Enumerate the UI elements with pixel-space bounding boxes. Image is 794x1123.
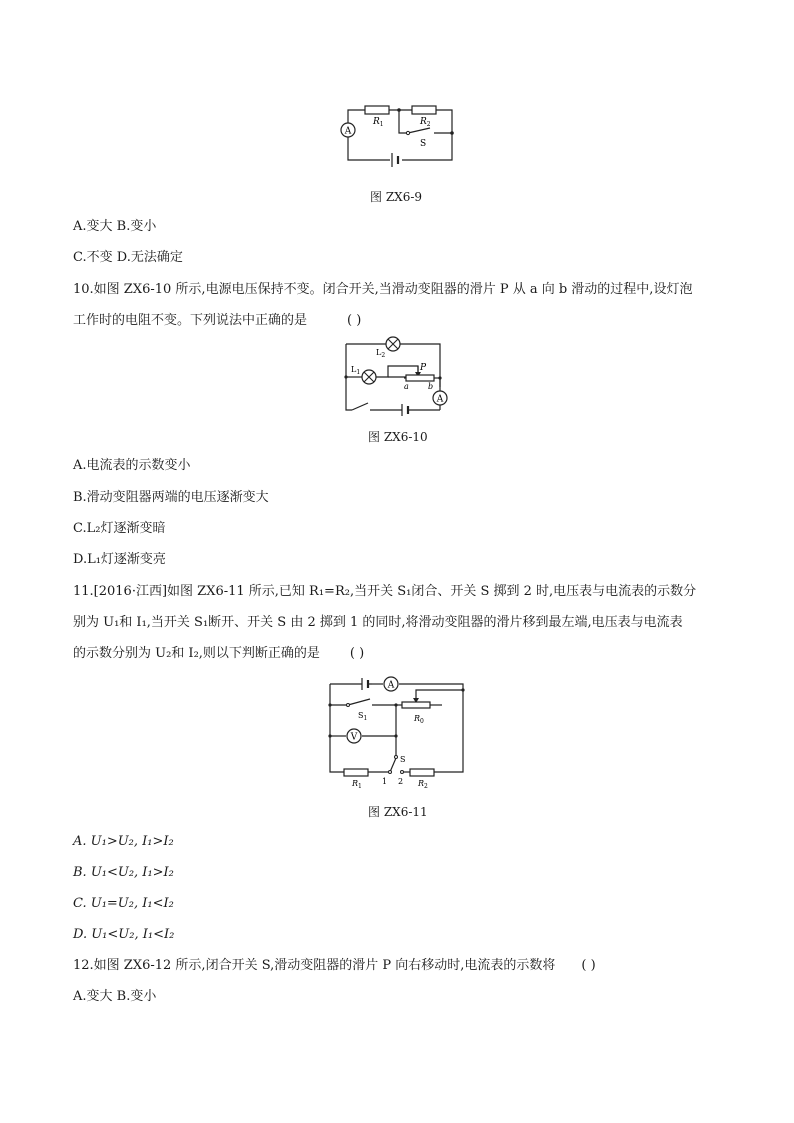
- circuit-diagram-zx6-10: [340, 332, 460, 422]
- resistor-r2: [412, 106, 436, 114]
- svg-text:S1: $S_1$: [358, 711, 368, 722]
- answer-bracket: ( ): [349, 646, 365, 661]
- figure-caption: 图 ZX6-9: [370, 190, 423, 204]
- circuit-diagram-zx6-11: [320, 672, 470, 797]
- svg-text:V: V: [350, 732, 358, 743]
- svg-text:P: P: [420, 363, 427, 373]
- svg-text:L1: $L_1$: [351, 365, 361, 376]
- q11-option-a: A. U₁>U₂, I₁>I₂: [73, 834, 174, 849]
- rheostat: [406, 375, 434, 381]
- q10-option-b: B.滑动变阻器两端的电压逐渐变大: [73, 490, 269, 505]
- q11-option-c: C. U₁=U₂, I₁<I₂: [73, 896, 174, 911]
- svg-text:a: a: [404, 382, 409, 391]
- svg-text:R2: $R_2$: [420, 117, 431, 128]
- q9-options-ab: A.变大 B.变小: [73, 219, 157, 234]
- switch-s: [408, 128, 430, 133]
- svg-text:A: A: [387, 680, 395, 691]
- answer-bracket: ( ): [581, 958, 596, 973]
- lamp-l2-icon: [386, 337, 400, 351]
- q10-option-c: C.L₂灯逐渐变暗: [73, 521, 166, 536]
- svg-text:1: 1: [382, 777, 388, 786]
- resistor-r2: [410, 769, 434, 776]
- figure-caption: 图 ZX6-11: [368, 805, 428, 819]
- svg-text:L2: $L_2$: [376, 348, 386, 359]
- q11-option-d: D. U₁<U₂, I₁<I₂: [73, 927, 175, 942]
- svg-text:R1: $R_1$: [352, 779, 362, 790]
- svg-text:A: A: [344, 126, 352, 137]
- q10-stem-line1: 10.如图 ZX6-10 所示,电源电压保持不变。闭合开关,当滑动变阻器的滑片 P 从 a 向 b 滑动的过程中,设灯泡: [73, 282, 693, 297]
- resistor-r1: [344, 769, 368, 776]
- svg-text:2: 2: [398, 777, 404, 786]
- circuit-diagram-zx6-9: [330, 100, 470, 170]
- q12-options-ab: A.变大 B.变小: [73, 989, 157, 1004]
- svg-text:S: S: [420, 139, 427, 149]
- q10-option-a: A.电流表的示数变小: [73, 458, 191, 473]
- q9-options-cd: C.不变 D.无法确定: [73, 250, 183, 265]
- answer-bracket: ( ): [347, 313, 362, 328]
- q11-stem-line2: 别为 U₁和 I₁,当开关 S₁断开、开关 S 由 2 掷到 1 的同时,将滑动变阻器的滑片移到最左端,电压表与电流表: [73, 615, 683, 630]
- resistor-r1: [365, 106, 389, 114]
- q11-option-b: B. U₁<U₂, I₁>I₂: [73, 865, 174, 880]
- q11-stem-line1: 11.[2016·江西]如图 ZX6-11 所示,已知 R₁=R₂,当开关 S₁闭合、开关 S 掷到 2 时,电压表与电流表的示数分: [73, 584, 697, 599]
- rheostat-r0: [402, 702, 430, 708]
- svg-text:R0: $R_0$: [414, 714, 424, 725]
- svg-text:A: A: [436, 394, 444, 405]
- q10-option-d: D.L₁灯逐渐变亮: [73, 552, 166, 567]
- q12-stem-line1: 12.如图 ZX6-12 所示,闭合开关 S,滑动变阻器的滑片 P 向右移动时,电流表的示数将 ( ): [73, 958, 596, 973]
- figure-caption: 图 ZX6-10: [368, 430, 428, 444]
- svg-text:R2: $R_2$: [418, 779, 428, 790]
- svg-text:S: S: [400, 755, 406, 764]
- q10-stem-line2: 工作时的电阻不变。下列说法中正确的是 ( ): [73, 313, 362, 328]
- lamp-l1-icon: [362, 370, 376, 384]
- q11-stem-line3: 的示数分别为 U₂和 I₂,则以下判断正确的是 ( ): [73, 646, 365, 661]
- svg-text:R1: $R_1$: [373, 117, 384, 128]
- svg-text:b: b: [428, 382, 434, 391]
